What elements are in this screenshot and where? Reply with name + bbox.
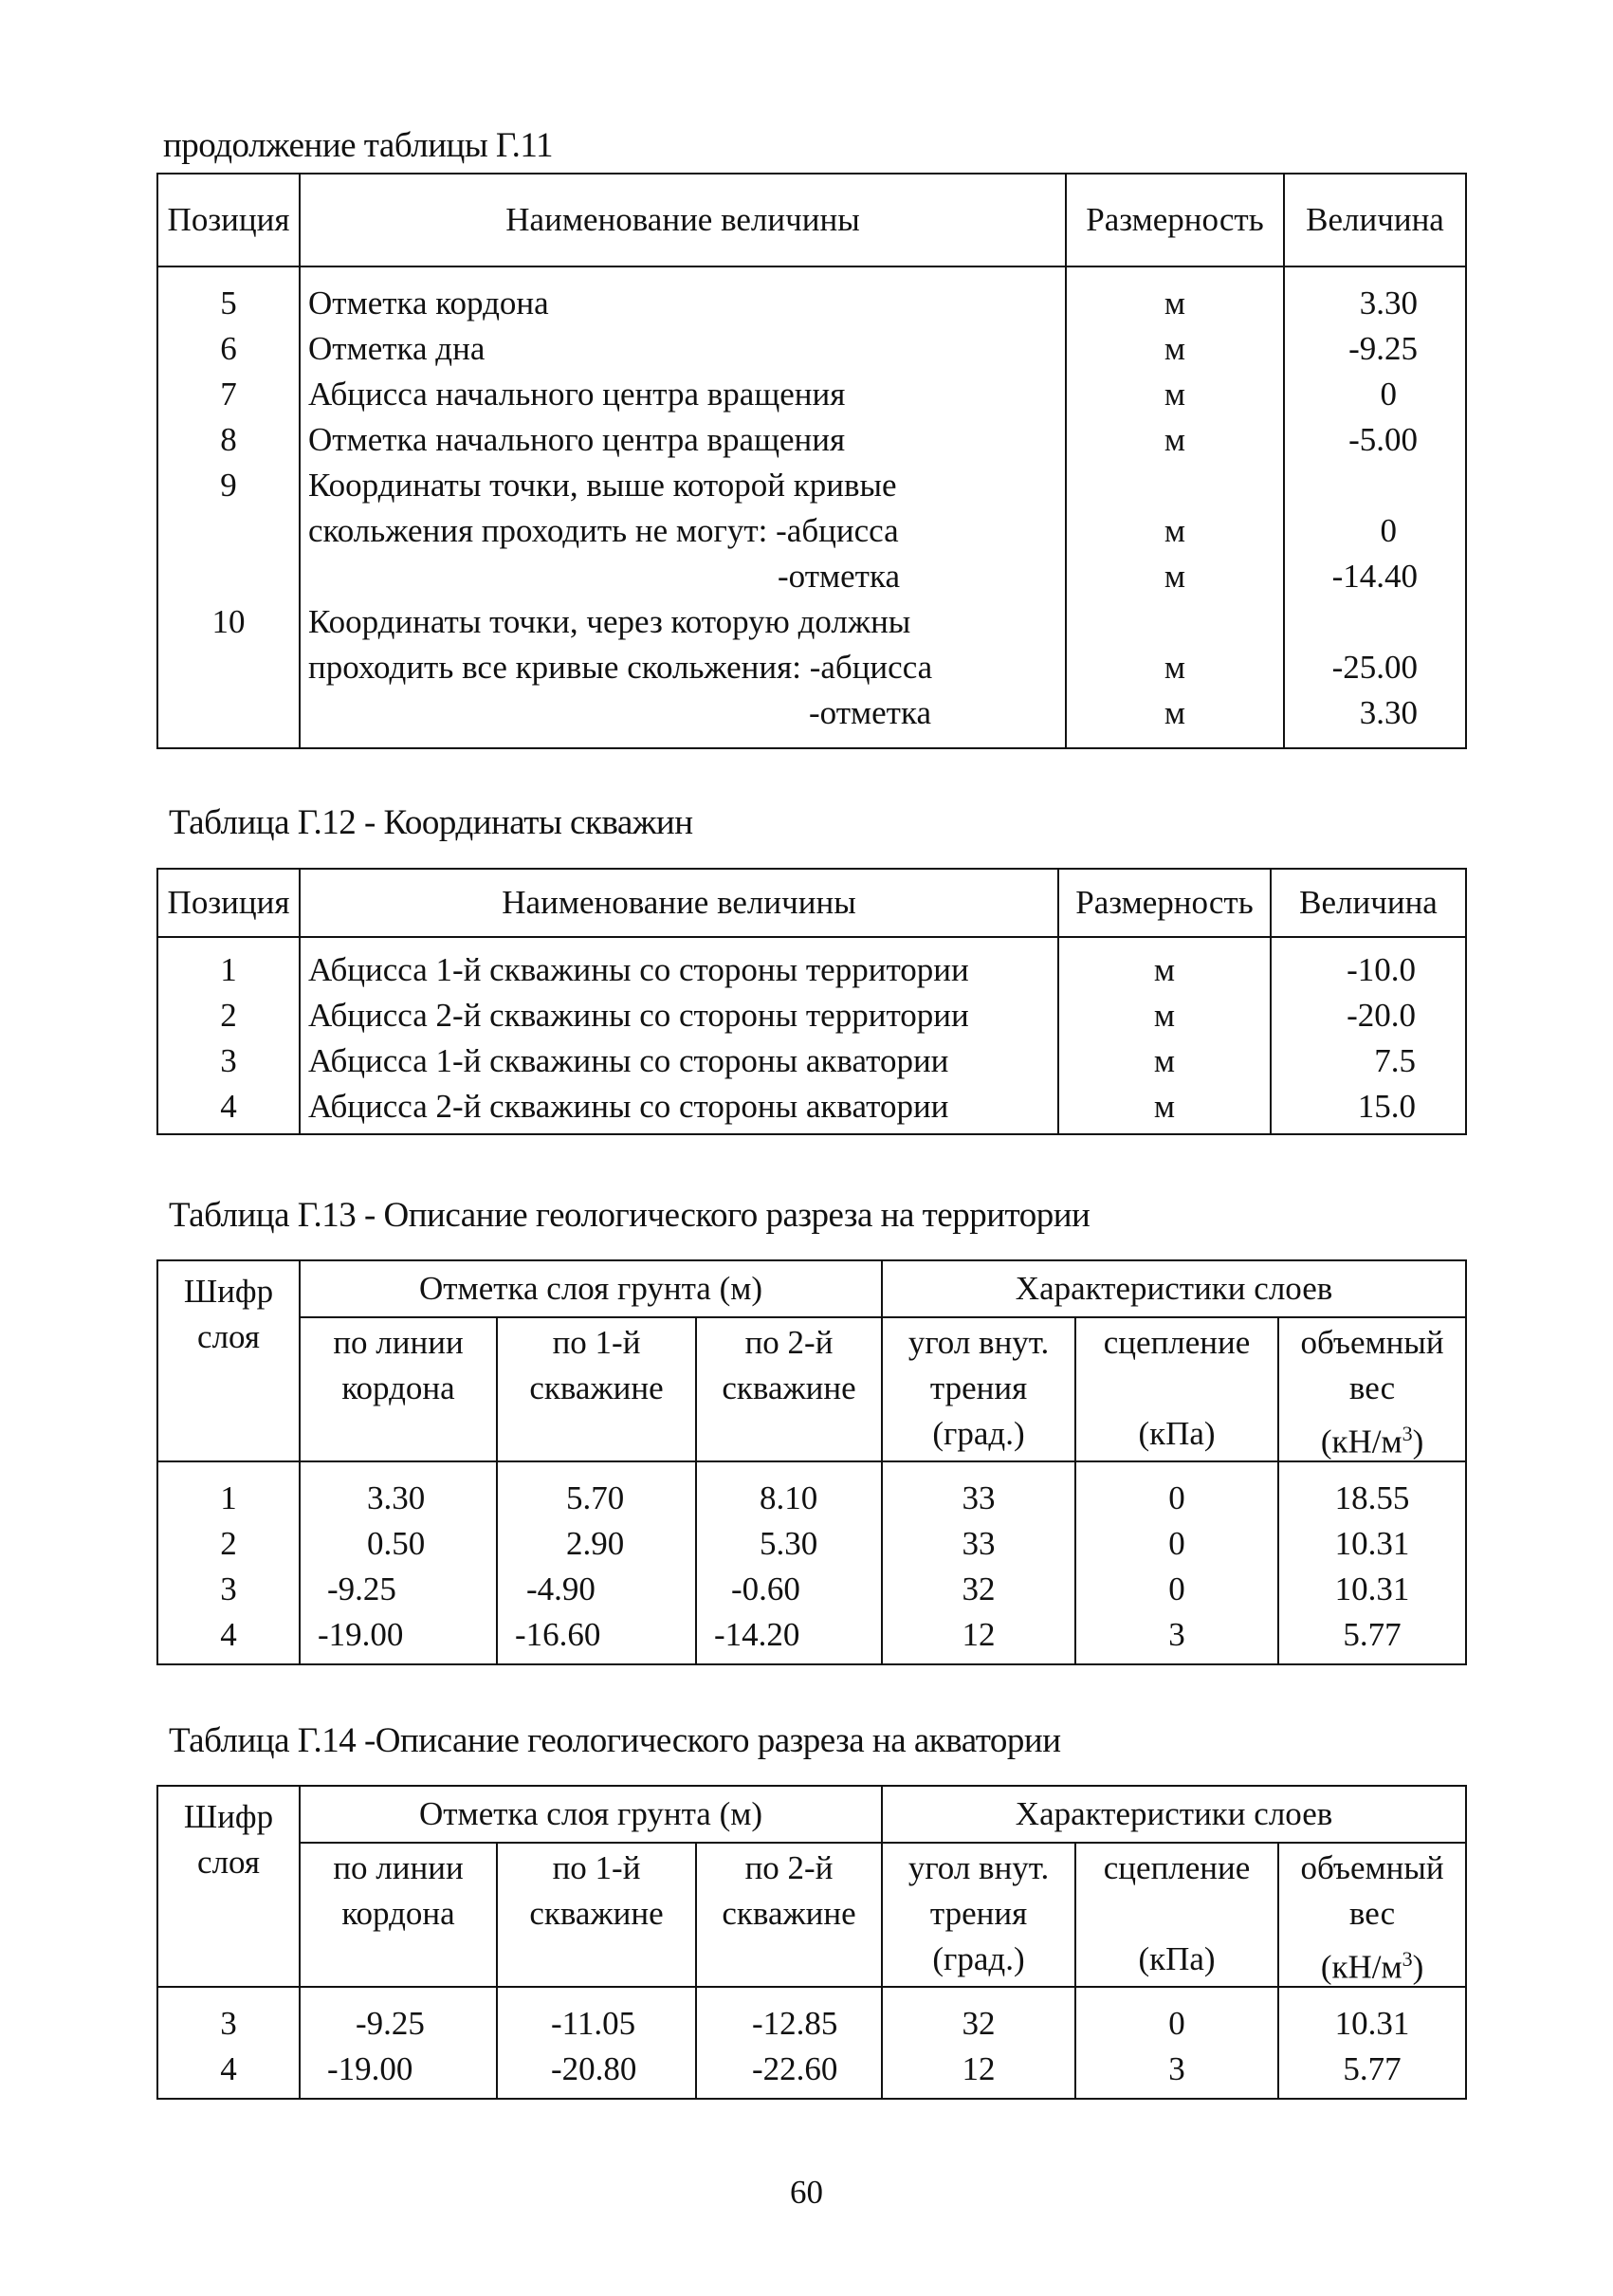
row-value (1292, 463, 1418, 508)
row-name: Абцисса 2-й скважины со стороны территории (308, 997, 969, 1034)
header-text: сцепление (1103, 1849, 1251, 1886)
cell: 3 (1168, 1616, 1185, 1653)
page-number: 60 (790, 2174, 823, 2211)
header-text: трения (929, 1895, 1028, 1932)
row-name: -отметка (809, 694, 931, 731)
header-layer-code (157, 1786, 300, 1987)
header-layer-elevation: Отметка слоя грунта (м) (300, 1260, 882, 1317)
position-column (157, 937, 300, 1134)
header-text: объемный (1300, 1849, 1444, 1886)
header-along-cordon (300, 1843, 497, 1987)
row-name: Абцисса 1-й скважины со стороны акватории (308, 1042, 949, 1079)
cell: 4 (220, 2050, 237, 2087)
cell: -11.05 (551, 2005, 636, 2042)
row-unit: м (1164, 376, 1186, 413)
header-text: вес (1348, 1369, 1396, 1406)
table-header-row (157, 869, 1466, 937)
unit-weight-column (1278, 1461, 1466, 1664)
row-name: Координаты точки, выше которой кривые (308, 467, 897, 504)
row-name: Координаты точки, через которую должны (308, 603, 911, 640)
row-position: 8 (220, 421, 237, 458)
header-well-2 (696, 1317, 882, 1461)
cell: 0 (1168, 1479, 1185, 1516)
header-value: Величина (1284, 174, 1466, 266)
row-position: 10 (211, 603, 246, 640)
header-layer-characteristics: Характеристики слоев (882, 1786, 1466, 1843)
header-text: объемный (1300, 1324, 1444, 1361)
row-value: 0 (1380, 512, 1397, 549)
row-name: проходить все кривые скольжения: -абцисса (308, 649, 933, 686)
t12-caption: Таблица Г.12 - Координаты скважин (169, 803, 693, 842)
cell: 3 (220, 1570, 237, 1607)
row-unit (1074, 463, 1275, 508)
unit-column (1058, 937, 1271, 1134)
unit-weight-column (1278, 1987, 1466, 2099)
header-text: Шифр (183, 1798, 274, 1835)
header-text: слоя (197, 1844, 260, 1881)
header-text: трения (929, 1369, 1028, 1406)
cell: -12.85 (752, 2005, 838, 2042)
row-unit: м (1153, 1088, 1176, 1125)
cell: 8.10 (760, 1479, 818, 1516)
header-text: по линии (333, 1324, 464, 1361)
cordon-column (300, 1987, 497, 2099)
header-friction-angle (882, 1317, 1075, 1461)
header-position: Позиция (157, 869, 300, 937)
table-g12 (156, 868, 1467, 1135)
position-column (157, 266, 300, 748)
header-text: кордона (341, 1895, 455, 1932)
header-text: (град.) (932, 1415, 1025, 1452)
table-g13 (156, 1259, 1467, 1665)
row-position: 9 (220, 467, 237, 504)
row-value: 3.30 (1359, 285, 1418, 321)
t14-caption: Таблица Г.14 -Описание геологического разреза на акватории (169, 1721, 1061, 1760)
name-column (300, 266, 1066, 748)
row-unit: м (1153, 1042, 1176, 1079)
table-header-row-1 (157, 1260, 1466, 1317)
row-value (1292, 599, 1418, 645)
unit-superscript: 3 (1402, 1422, 1413, 1445)
cell: 3 (1168, 2050, 1185, 2087)
row-position: 5 (220, 285, 237, 321)
header-well-1 (497, 1317, 696, 1461)
cohesion-column (1075, 1987, 1278, 2099)
header-unit: Размерность (1058, 869, 1271, 937)
header-text: вес (1348, 1895, 1396, 1932)
cell: -19.00 (327, 2050, 413, 2087)
cell: 32 (962, 2005, 996, 2042)
header-text: по 2-й (744, 1324, 834, 1361)
header-name: Наименование величины (300, 174, 1066, 266)
row-value: -20.0 (1347, 997, 1416, 1034)
header-unit-weight (1278, 1317, 1466, 1461)
row-unit: м (1153, 951, 1176, 988)
header-name: Наименование величины (300, 869, 1058, 937)
row-name: Отметка начального центра вращения (308, 421, 846, 458)
row-unit: м (1164, 330, 1186, 367)
row-name: -отметка (778, 558, 900, 595)
header-text: угол внут. (907, 1324, 1050, 1361)
table-g14 (156, 1785, 1467, 2100)
row-value: -14.40 (1331, 558, 1418, 595)
row-name: Отметка кордона (308, 285, 549, 321)
header-along-cordon (300, 1317, 497, 1461)
cell: -16.60 (515, 1616, 601, 1653)
row-value: 3.30 (1359, 694, 1418, 731)
row-unit: м (1164, 512, 1186, 549)
value-column (1271, 937, 1466, 1134)
row-unit (1074, 599, 1275, 645)
header-text: по 1-й (552, 1324, 641, 1361)
well2-column (696, 1987, 882, 2099)
row-position: 2 (220, 997, 237, 1034)
well1-column (497, 1461, 696, 1664)
header-value: Величина (1271, 869, 1466, 937)
cell: 10.31 (1334, 2005, 1410, 2042)
table-body (157, 266, 1466, 748)
row-name: Абцисса начального центра вращения (308, 376, 846, 413)
cell: 5.70 (566, 1479, 625, 1516)
row-value: 7.5 (1374, 1042, 1416, 1079)
header-cohesion (1075, 1317, 1278, 1461)
cell: 2 (220, 1525, 237, 1562)
header-position: Позиция (157, 174, 300, 266)
header-text: по 2-й (744, 1849, 834, 1886)
t13-caption: Таблица Г.13 - Описание геологического разреза на территории (169, 1196, 1091, 1235)
row-position: 3 (220, 1042, 237, 1079)
cell: 10.31 (1334, 1525, 1410, 1562)
cell: -0.60 (731, 1570, 800, 1607)
cell: -20.80 (551, 2050, 637, 2087)
table-header-row-2 (157, 1317, 1466, 1461)
cell: 2.90 (566, 1525, 625, 1562)
header-well-2 (696, 1843, 882, 1987)
row-name: Отметка дна (308, 330, 486, 367)
well1-column (497, 1987, 696, 2099)
cell: -19.00 (318, 1616, 404, 1653)
unit-close: ) (1412, 1948, 1424, 1986)
cohesion-column (1075, 1461, 1278, 1664)
t11-caption: продолжение таблицы Г.11 (163, 126, 554, 165)
header-text: по 1-й (552, 1849, 641, 1886)
header-layer-elevation: Отметка слоя грунта (м) (300, 1786, 882, 1843)
table-body (157, 937, 1466, 1134)
table-body (157, 1461, 1466, 1664)
cell: 32 (962, 1570, 996, 1607)
header-text: (кН/м (1320, 1948, 1402, 1986)
row-value: -25.00 (1331, 649, 1418, 686)
row-unit: м (1153, 997, 1176, 1034)
row-position: 6 (220, 330, 237, 367)
unit-column (1066, 266, 1284, 748)
cordon-column (300, 1461, 497, 1664)
header-unit: Размерность (1066, 174, 1284, 266)
row-position: 4 (220, 1088, 237, 1125)
cell: 33 (962, 1525, 996, 1562)
header-text: скважине (529, 1369, 664, 1406)
header-unit-weight (1278, 1843, 1466, 1987)
header-text: скважине (722, 1369, 856, 1406)
cell: -9.25 (327, 1570, 396, 1607)
row-value: -5.00 (1348, 421, 1418, 458)
row-unit: м (1164, 558, 1186, 595)
row-value: 0 (1380, 376, 1397, 413)
header-layer-code (157, 1260, 300, 1461)
cell: 4 (220, 1616, 237, 1653)
row-unit: м (1164, 421, 1186, 458)
unit-close: ) (1412, 1423, 1424, 1460)
cell: 0.50 (367, 1525, 426, 1562)
cell: 5.77 (1343, 2050, 1402, 2087)
header-text: слоя (197, 1318, 260, 1355)
row-name: Абцисса 2-й скважины со стороны акватории (308, 1088, 949, 1125)
cell: 1 (220, 1479, 237, 1516)
cell: 3 (220, 2005, 237, 2042)
table-header-row-1 (157, 1786, 1466, 1843)
header-text: скважине (722, 1895, 856, 1932)
row-unit: м (1164, 649, 1186, 686)
row-unit: м (1164, 694, 1186, 731)
header-well-1 (497, 1843, 696, 1987)
cell: 12 (962, 2050, 996, 2087)
row-value: 15.0 (1357, 1088, 1416, 1125)
header-text: Шифр (183, 1273, 274, 1310)
header-text: по линии (333, 1849, 464, 1886)
cell: -22.60 (752, 2050, 838, 2087)
row-unit: м (1164, 285, 1186, 321)
cell: 3.30 (367, 1479, 426, 1516)
header-text: скважине (529, 1895, 664, 1932)
row-name: Абцисса 1-й скважины со стороны территории (308, 951, 969, 988)
header-cohesion (1075, 1843, 1278, 1987)
header-layer-characteristics: Характеристики слоев (882, 1260, 1466, 1317)
row-position: 1 (220, 951, 237, 988)
cell: 12 (962, 1616, 996, 1653)
value-column (1284, 266, 1466, 748)
friction-column (882, 1987, 1075, 2099)
cell: 0 (1168, 1570, 1185, 1607)
layer-code-column (157, 1461, 300, 1664)
friction-column (882, 1461, 1075, 1664)
header-text: (кПа) (1138, 1415, 1216, 1452)
cell: 5.30 (760, 1525, 818, 1562)
header-text: (град.) (932, 1940, 1025, 1977)
row-value: -9.25 (1348, 330, 1418, 367)
header-text: (кПа) (1138, 1940, 1216, 1977)
cell: 0 (1168, 2005, 1185, 2042)
cell: 33 (962, 1479, 996, 1516)
unit-superscript: 3 (1402, 1947, 1413, 1971)
cell: 5.77 (1343, 1616, 1402, 1653)
layer-code-column (157, 1987, 300, 2099)
header-text: сцепление (1103, 1324, 1251, 1361)
name-column (300, 937, 1058, 1134)
table-body (157, 1987, 1466, 2099)
table-header-row-2 (157, 1843, 1466, 1987)
header-text: угол внут. (907, 1849, 1050, 1886)
header-friction-angle (882, 1843, 1075, 1987)
cell: -9.25 (356, 2005, 425, 2042)
table-g11-continuation (156, 173, 1467, 749)
cell: -4.90 (526, 1570, 596, 1607)
cell: 0 (1168, 1525, 1185, 1562)
cell: 18.55 (1334, 1479, 1410, 1516)
row-name: скольжения проходить не могут: -абцисса (308, 512, 899, 549)
row-position: 7 (220, 376, 237, 413)
header-text: (кН/м (1320, 1423, 1402, 1460)
cell: 10.31 (1334, 1570, 1410, 1607)
well2-column (696, 1461, 882, 1664)
row-value: -10.0 (1347, 951, 1416, 988)
cell: -14.20 (714, 1616, 800, 1653)
table-header-row (157, 174, 1466, 266)
header-text: кордона (341, 1369, 455, 1406)
